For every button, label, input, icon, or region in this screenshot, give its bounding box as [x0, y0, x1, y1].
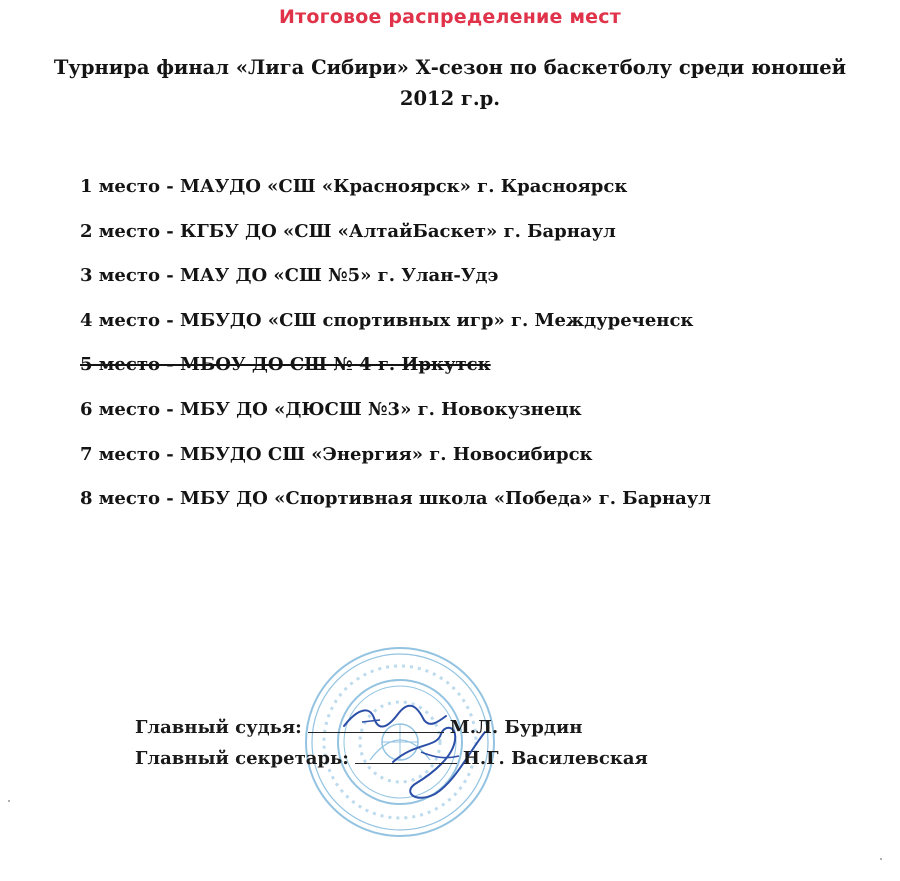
chief-secretary-name: Н.Г. Василевская: [462, 748, 648, 769]
chief-judge-signature-line: [135, 717, 582, 738]
place-5: 5 место - МБОУ ДО СШ № 4 г. Иркутск: [80, 354, 491, 376]
chief-secretary-signature-line: [135, 748, 648, 769]
place-2: 2 место - КГБУ ДО «СШ «АлтайБаскет» г. Барнаул: [80, 220, 616, 242]
place-1: 1 место - МАУДО «СШ «Красноярск» г. Красноярск: [80, 176, 628, 197]
title-line-1: Турнира финал «Лига Сибири» Х-сезон по баскетболу среди юношей: [53, 56, 847, 79]
signature-underline: [308, 730, 444, 733]
place-8: 8 место - МБУ ДО «Спортивная школа «Победа» г. Барнаул: [80, 488, 711, 510]
title-line-2: 2012 г.р.: [399, 87, 501, 110]
chief-judge-name: М.Л. Бурдин: [449, 717, 583, 738]
chief-secretary-label: Главный секретарь:: [135, 748, 349, 769]
scan-speck: [880, 858, 882, 860]
scan-speck: [8, 800, 10, 802]
place-6: 6 место - МБУ ДО «ДЮСШ №3» г. Новокузнецк: [80, 398, 582, 420]
chief-judge-label: Главный судья:: [135, 717, 302, 738]
document-title: [20, 52, 880, 114]
places-list: [80, 176, 711, 533]
place-3: 3 место - МАУ ДО «СШ №5» г. Улан-Удэ: [80, 265, 499, 287]
place-4: 4 место - МБУДО «СШ спортивных игр» г. Междуреченск: [80, 309, 694, 331]
document-heading: Итоговое распределение мест: [279, 6, 621, 28]
place-7: 7 место - МБУДО СШ «Энергия» г. Новосибирск: [80, 443, 593, 465]
signature-underline: [355, 761, 457, 764]
